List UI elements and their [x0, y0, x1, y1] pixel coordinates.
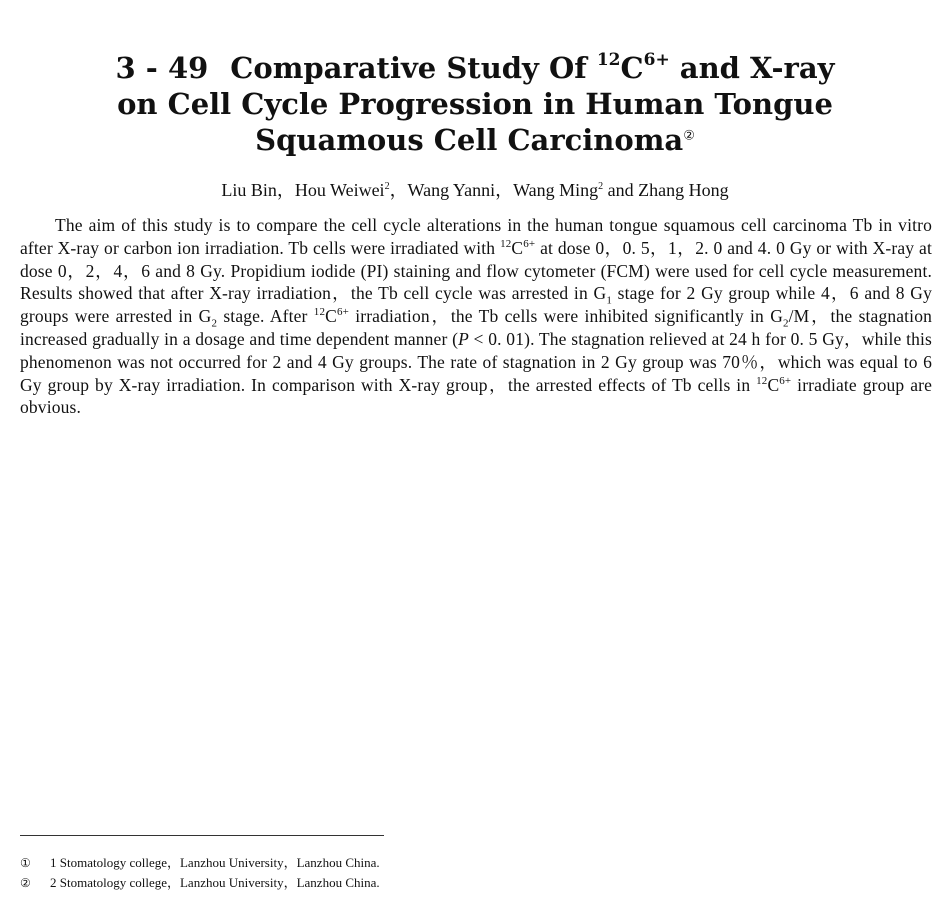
- abstract-mass-1: 12: [500, 237, 512, 250]
- title-line-3-text: Squamous Cell Carcinoma: [255, 123, 684, 157]
- footnote-2: [20, 873, 380, 893]
- author-2: Hou Weiwei: [294, 180, 385, 200]
- abstract-text-5: irradiation，the Tb cells were inhibited significantly in G: [348, 306, 783, 327]
- abstract-mass-2: 12: [313, 306, 326, 319]
- footnotes: [20, 853, 380, 893]
- author-3-4: ，Wang Yanni，Wang Ming: [389, 180, 599, 200]
- abstract-text-2: at dose 0，0. 5，1，2. 0 and 4. 0 Gy or with X-ray at dose 0，2，4，6 and 8 Gy. Propidium iodide (PI) staining and flow cytometer (FCM) were used for cell cycle measurement. Results showed that after X-ray irradiation，the Tb cell cycle was arrested in G: [20, 237, 932, 304]
- footnote-1-text: 1 Stomatology college，Lanzhou University，Lanzhou China.: [50, 855, 380, 870]
- title-footnote-mark: ②: [683, 128, 695, 144]
- abstract-text-3: stage for 2 Gy group while 4，6 and 8 Gy groups were arrested in G: [20, 283, 932, 327]
- author-1: Liu Bin，: [221, 180, 295, 200]
- carbon-mass-number: 12: [596, 50, 621, 71]
- abstract-text-8: irradiate group are obvious.: [20, 374, 933, 418]
- title-line-1: [116, 51, 835, 85]
- abstract-paragraph: [20, 214, 932, 419]
- abstract-text-7: < 0. 01). The stagnation relieved at 24 h for 0. 5 Gy，while this phenomenon was not occurred for 2 and 4 Gy groups. The rate of stagnation in 2 Gy group was 70％，which was equal to 6 Gy group by X-ray irradiation. In comparison with X-ray group，the arrested effects of Tb cells in: [20, 328, 932, 395]
- author-list: [20, 178, 930, 202]
- title-text-post: and X-ray: [669, 51, 835, 85]
- footnote-2-mark: ②: [20, 876, 31, 890]
- abstract-element-3: C: [767, 374, 780, 395]
- title-text-pre: Comparative Study Of: [230, 51, 597, 85]
- title-line-2: on Cell Cycle Progression in Human Tongue: [117, 87, 833, 121]
- footnote-1: [20, 853, 380, 873]
- abstract-charge-3: 6+: [779, 374, 792, 387]
- abstract-text-4: stage. After: [217, 306, 314, 327]
- abstract-p-value-symbol: P: [458, 328, 469, 349]
- title-line-3: [255, 123, 695, 157]
- author-4-affiliation: 2: [598, 181, 604, 192]
- section-number: 3 - 49: [115, 51, 209, 85]
- abstract-charge-2: 6+: [336, 306, 349, 319]
- abstract-sub-1: 1: [606, 294, 612, 307]
- abstract-sub-2: 2: [211, 317, 218, 330]
- abstract-charge-1: 6+: [523, 237, 536, 250]
- author-2-affiliation: 2: [384, 181, 390, 192]
- abstract-text-1: The aim of this study is to compare the cell cycle alterations in the human tongue squamous cell carcinoma Tb in vitro after X-ray or carbon ion irradiation. Tb cells were irradiated with: [20, 215, 932, 258]
- footnote-1-mark: ①: [20, 856, 31, 870]
- abstract-mass-3: 12: [756, 374, 768, 387]
- abstract-element-2: C: [325, 306, 337, 327]
- abstract-text-6: /M，the stagnation increased gradually in a dosage and time dependent manner (: [20, 306, 932, 349]
- footnote-divider: [20, 835, 384, 836]
- abstract-sub-3: 2: [783, 317, 789, 330]
- author-5: and Zhang Hong: [603, 180, 729, 200]
- carbon-symbol: C: [620, 51, 644, 85]
- footnote-2-text: 2 Stomatology college，Lanzhou University，Lanzhou China.: [50, 875, 380, 890]
- abstract-element-1: C: [511, 237, 524, 258]
- paper-title: [20, 50, 930, 158]
- carbon-charge: 6+: [643, 50, 670, 71]
